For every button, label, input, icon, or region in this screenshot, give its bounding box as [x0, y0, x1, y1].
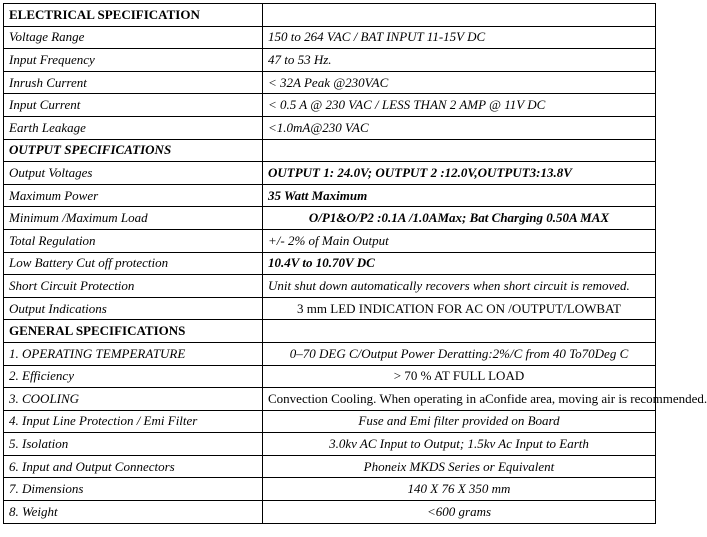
spec-label: Minimum /Maximum Load	[4, 207, 263, 230]
empty-cell	[263, 4, 656, 27]
spec-label: Input Current	[4, 94, 263, 117]
spec-value: 35 Watt Maximum	[263, 184, 656, 207]
spec-value: 3.0kv AC Input to Output; 1.5kv Ac Input to Earth	[263, 433, 656, 456]
empty-cell	[263, 320, 656, 343]
spec-label: 8. Weight	[4, 501, 263, 524]
spec-label: Voltage Range	[4, 26, 263, 49]
table-row	[4, 365, 656, 388]
spec-value: 140 X 76 X 350 mm	[263, 478, 656, 501]
electrical-heading-row	[4, 4, 656, 27]
spec-value: <600 grams	[263, 501, 656, 524]
spec-value: Phoneix MKDS Series or Equivalent	[263, 455, 656, 478]
spec-label: 3. COOLING	[4, 388, 263, 411]
spec-label: 7. Dimensions	[4, 478, 263, 501]
table-row	[4, 162, 656, 185]
specification-table	[3, 3, 707, 524]
electrical-heading: ELECTRICAL SPECIFICATION	[4, 4, 263, 27]
table-row	[4, 297, 656, 320]
spec-value: 47 to 53 Hz.	[263, 49, 656, 72]
spec-label: Short Circuit Protection	[4, 275, 263, 298]
spec-label: 2. Efficiency	[4, 365, 263, 388]
spec-value: +/- 2% of Main Output	[263, 229, 656, 252]
table-row	[4, 116, 656, 139]
spec-value: <1.0mA@230 VAC	[263, 116, 656, 139]
general-heading: GENERAL SPECIFICATIONS	[4, 320, 263, 343]
spec-label: Input Frequency	[4, 49, 263, 72]
table-row	[4, 49, 656, 72]
table-row	[4, 433, 656, 456]
general-heading-row	[4, 320, 656, 343]
spec-label: 6. Input and Output Connectors	[4, 455, 263, 478]
spec-label: Inrush Current	[4, 71, 263, 94]
table-row	[4, 275, 656, 298]
spec-value: 3 mm LED INDICATION FOR AC ON /OUTPUT/LOWBAT	[263, 297, 656, 320]
table-row	[4, 410, 656, 433]
table-row	[4, 71, 656, 94]
spec-value: Fuse and Emi filter provided on Board	[263, 410, 656, 433]
table-row	[4, 455, 656, 478]
table-row	[4, 26, 656, 49]
table-row	[4, 388, 656, 411]
spec-label: Output Indications	[4, 297, 263, 320]
spec-label: 5. Isolation	[4, 433, 263, 456]
table-row	[4, 229, 656, 252]
spec-value: Convection Cooling. When operating in aConfide area, moving air is recommended.	[263, 388, 656, 411]
table-row	[4, 342, 656, 365]
output-heading: OUTPUT SPECIFICATIONS	[4, 139, 263, 162]
spec-label: Total Regulation	[4, 229, 263, 252]
spec-label: Earth Leakage	[4, 116, 263, 139]
spec-value: 10.4V to 10.70V DC	[263, 252, 656, 275]
table-row	[4, 184, 656, 207]
spec-value: OUTPUT 1: 24.0V; OUTPUT 2 :12.0V,OUTPUT3:13.8V	[263, 162, 656, 185]
output-heading-row	[4, 139, 656, 162]
spec-value: Unit shut down automatically recovers when short circuit is removed.	[263, 275, 656, 298]
table-row	[4, 478, 656, 501]
table-row	[4, 501, 656, 524]
spec-label: Output Voltages	[4, 162, 263, 185]
spec-value: 0–70 DEG C/Output Power Deratting:2%/C from 40 To70Deg C	[263, 342, 656, 365]
spec-label: 1. OPERATING TEMPERATURE	[4, 342, 263, 365]
spec-label: Maximum Power	[4, 184, 263, 207]
spec-value: O/P1&O/P2 :0.1A /1.0AMax; Bat Charging 0.50A MAX	[263, 207, 656, 230]
spec-value: < 32A Peak @230VAC	[263, 71, 656, 94]
empty-cell	[263, 139, 656, 162]
spec-value: 150 to 264 VAC / BAT INPUT 11-15V DC	[263, 26, 656, 49]
table-row	[4, 207, 656, 230]
spec-label: 4. Input Line Protection / Emi Filter	[4, 410, 263, 433]
spec-value: > 70 % AT FULL LOAD	[263, 365, 656, 388]
spec-label: Low Battery Cut off protection	[4, 252, 263, 275]
table-row	[4, 252, 656, 275]
table-row	[4, 94, 656, 117]
spec-value: < 0.5 A @ 230 VAC / LESS THAN 2 AMP @ 11V DC	[263, 94, 656, 117]
